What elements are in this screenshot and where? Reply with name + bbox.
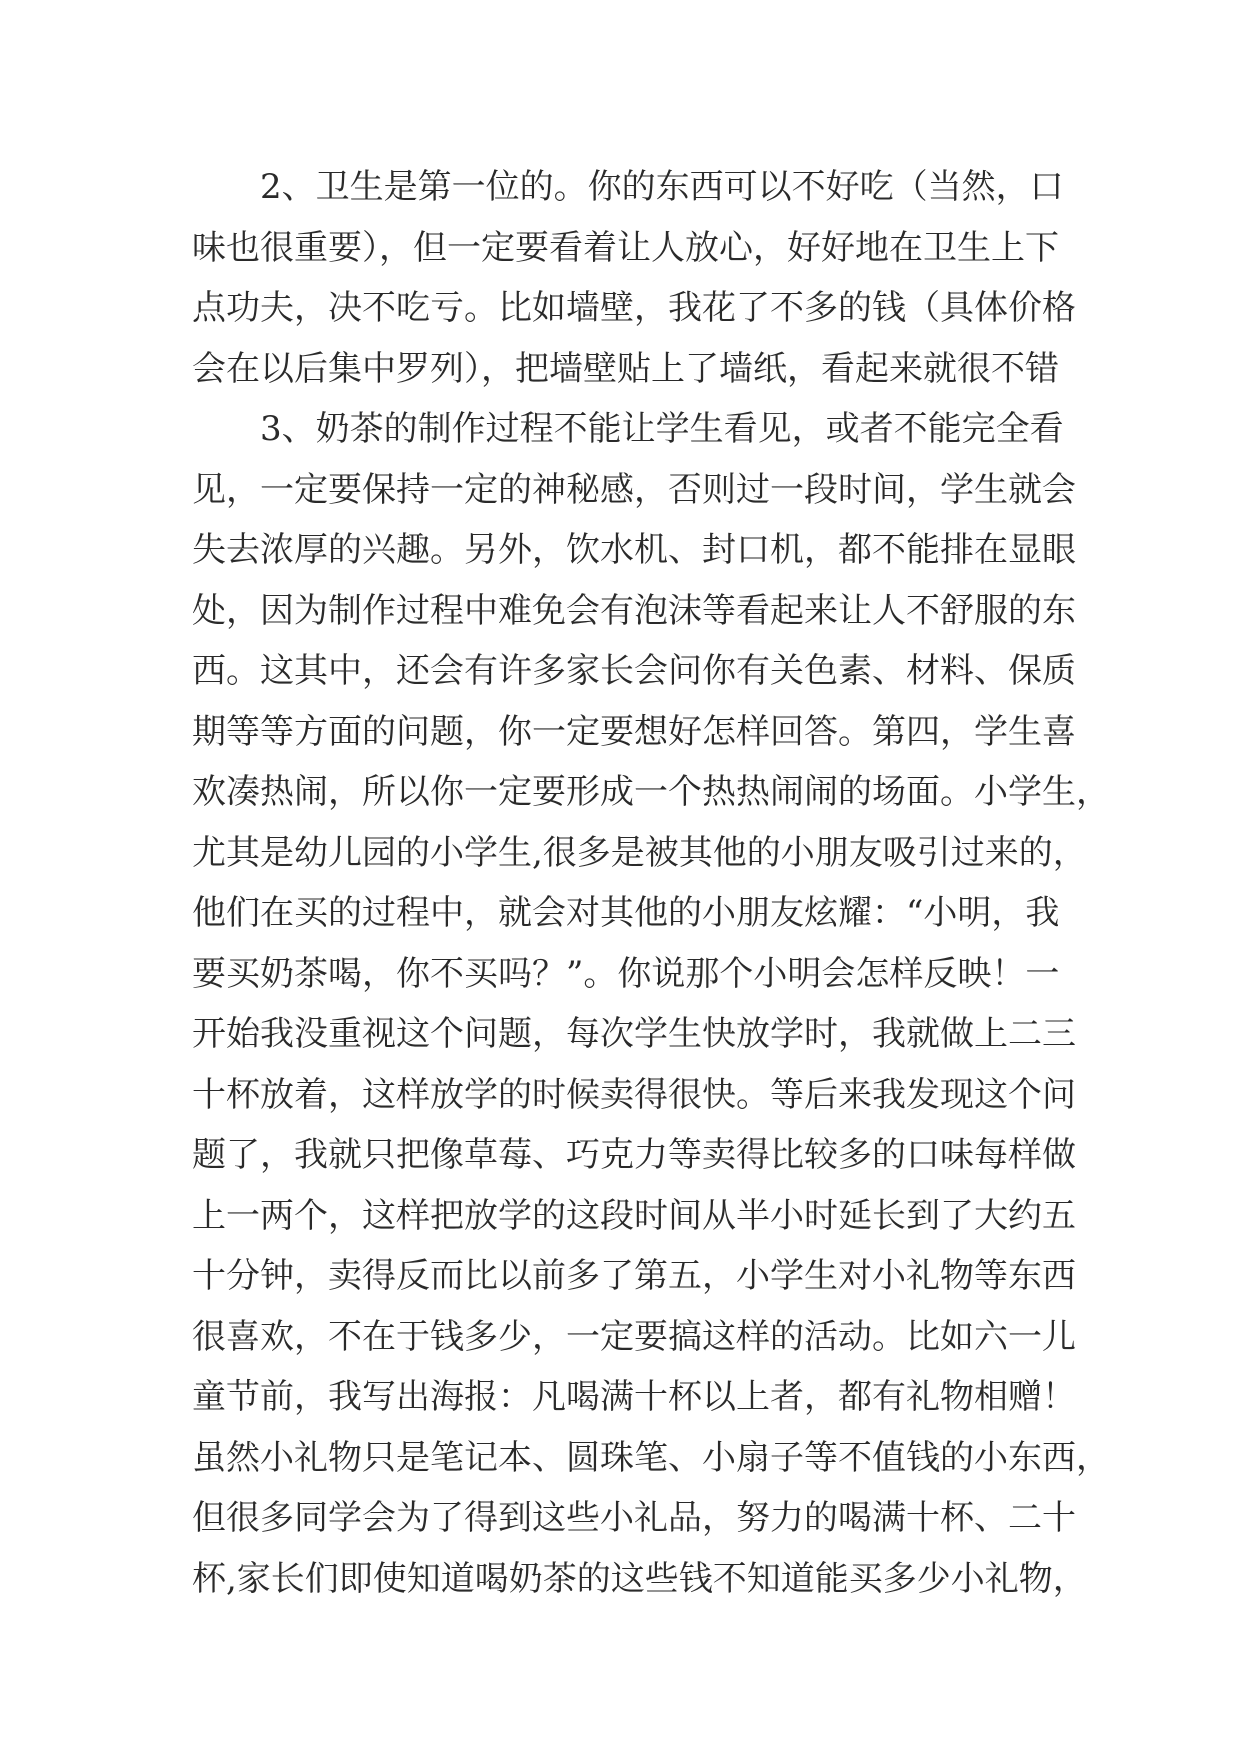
text-line: 但很多同学会为了得到这些小礼品，努力的喝满十杯、二十	[192, 1498, 1076, 1538]
paragraph-hygiene	[192, 157, 1076, 399]
text-line: 西。这其中，还会有许多家长会问你有关色素、材料、保质	[192, 651, 1076, 691]
text-line: 期等等方面的问题，你一定要想好怎样回答。第四，学生喜	[192, 711, 1076, 752]
text-line: 见，一定要保持一定的神秘感，否则过一段时间，学生就会	[192, 469, 1076, 510]
text-line: 失去浓厚的兴趣。另外，饮水机、封口机，都不能排在显眼	[192, 530, 1076, 570]
text-line: 开始我没重视这个问题，每次学生快放学时，我就做上二三	[192, 1014, 1076, 1054]
text-line: 会在以后集中罗列），把墙壁贴上了墙纸，看起来就很不错	[192, 348, 1059, 389]
text-line: 上一两个，这样把放学的这段时间从半小时延长到了大约五	[192, 1195, 1076, 1236]
text-line: 3、奶茶的制作过程不能让学生看见，或者不能完全看	[260, 409, 1064, 449]
text-line: 欢凑热闹，所以你一定要形成一个热热闹闹的场面。小学生，	[192, 772, 1110, 812]
text-line: 要买奶茶喝，你不买吗？”。你说那个小明会怎样反映！一	[192, 953, 1060, 994]
text-line: 2、卫生是第一位的。你的东西可以不好吃（当然，口	[260, 167, 1064, 207]
text-line: 很喜欢，不在于钱多少，一定要搞这样的活动。比如六一儿	[192, 1316, 1076, 1357]
text-line: 十分钟，卖得反而比以前多了第五，小学生对小礼物等东西	[192, 1256, 1076, 1296]
text-line: 虽然小礼物只是笔记本、圆珠笔、小扇子等不值钱的小东西，	[192, 1437, 1110, 1478]
text-line: 处，因为制作过程中难免会有泡沫等看起来让人不舒服的东	[192, 590, 1076, 631]
text-line: 味也很重要），但一定要看着让人放心，好好地在卫生上下	[192, 227, 1059, 268]
text-line: 杯,家长们即使知道喝奶茶的这些钱不知道能买多少小礼物，	[192, 1558, 1087, 1599]
text-line: 十杯放着，这样放学的时候卖得很快。等后来我发现这个问	[192, 1074, 1076, 1115]
text-line: 童节前，我写出海报：凡喝满十杯以上者，都有礼物相赠！	[192, 1377, 1076, 1417]
paragraph-production-process	[192, 399, 1110, 1609]
text-line: 点功夫，决不吃亏。比如墙壁，我花了不多的钱（具体价格	[192, 288, 1076, 328]
text-line: 题了，我就只把像草莓、巧克力等卖得比较多的口味每样做	[192, 1135, 1076, 1175]
text-line: 他们在买的过程中，就会对其他的小朋友炫耀：“小明，我	[192, 893, 1060, 933]
text-line: 尤其是幼儿园的小学生,很多是被其他的小朋友吸引过来的，	[192, 832, 1087, 873]
